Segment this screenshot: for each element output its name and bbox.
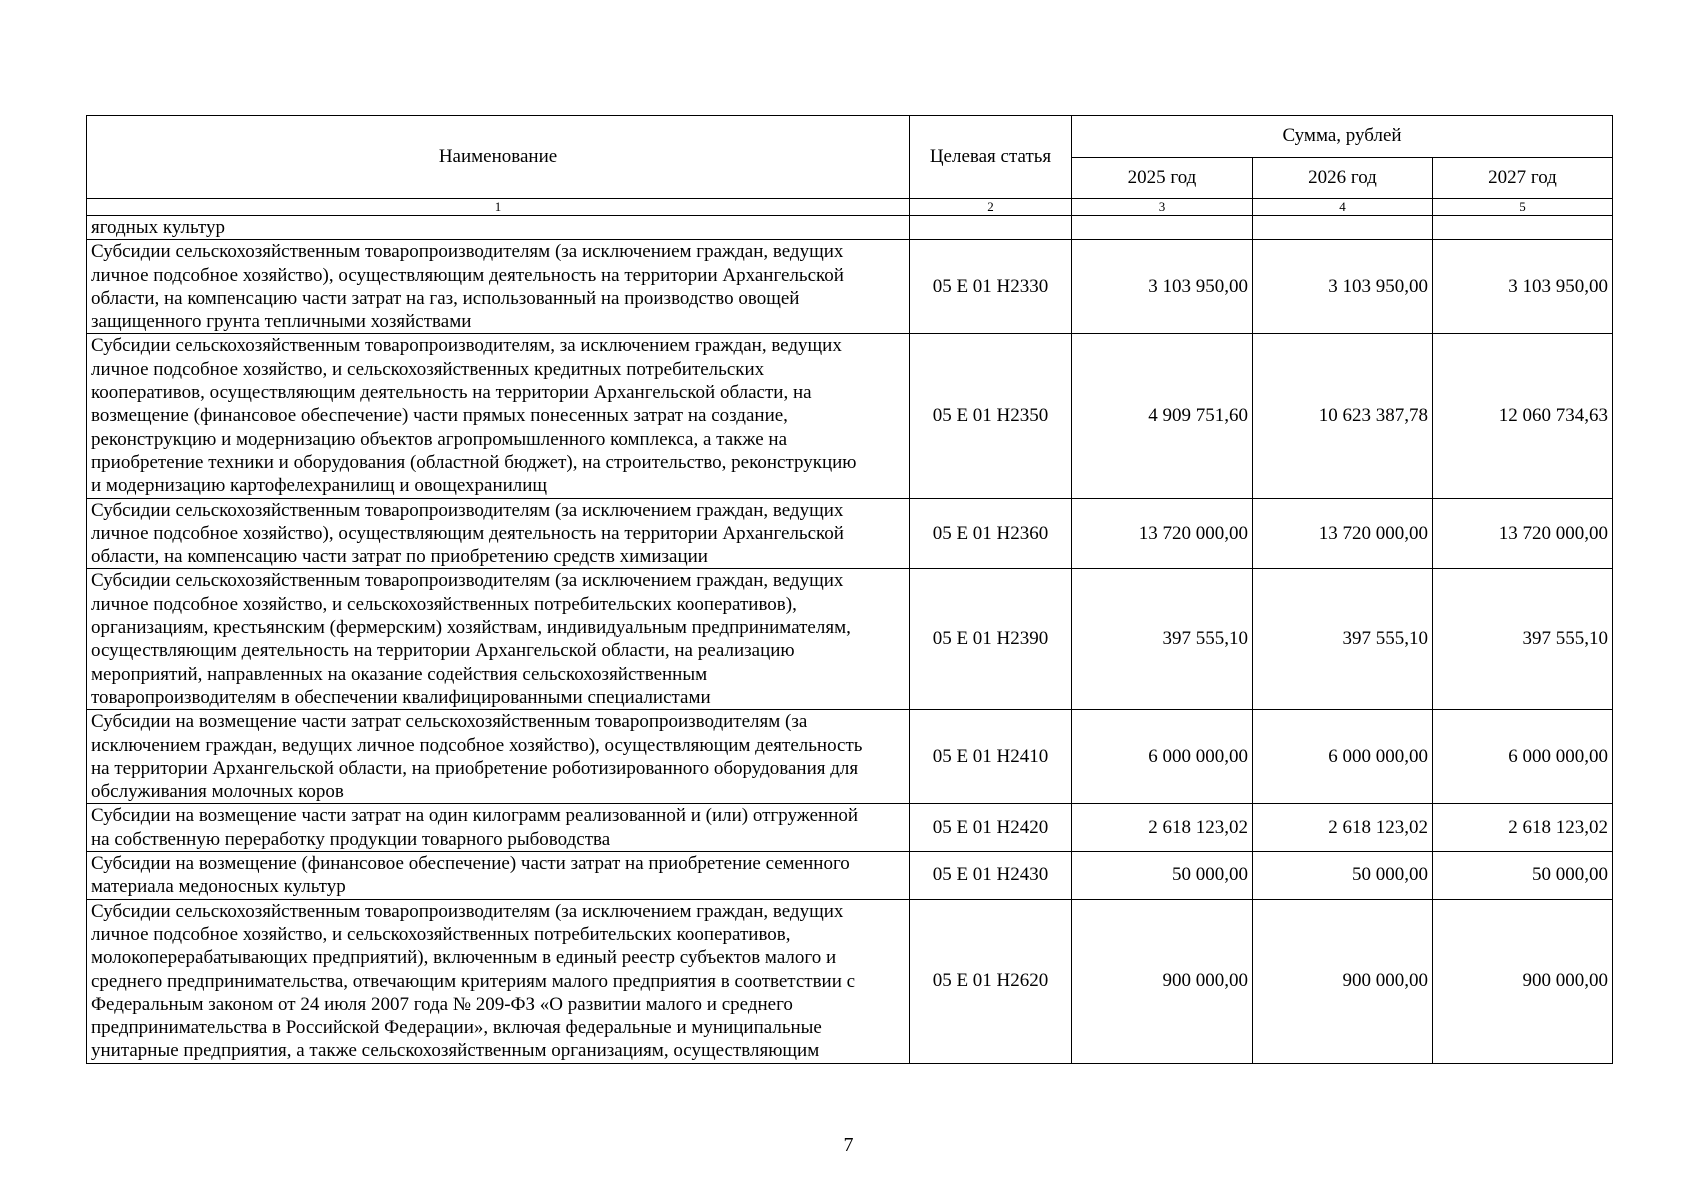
row-name-line: личное подсобное хозяйство, и сельскохозяйственных потребительских кооперативов), xyxy=(91,593,797,615)
amount-2027: 50 000,00 xyxy=(1433,852,1613,900)
amount-2025: 13 720 000,00 xyxy=(1072,498,1253,569)
amount-2025: 6 000 000,00 xyxy=(1072,710,1253,804)
amount-2027 xyxy=(1433,216,1613,240)
row-name-line: Субсидии сельскохозяйственным товаропроизводителям, за исключением граждан, ведущих xyxy=(91,335,842,357)
amount-2027: 12 060 734,63 xyxy=(1433,334,1613,498)
table-row xyxy=(87,804,1613,852)
row-name-line: Субсидии на возмещение части затрат сельскохозяйственным товаропроизводителям (за xyxy=(91,711,808,733)
row-name-line: личное подсобное хозяйство, и сельскохозяйственных потребительских кооперативов, xyxy=(91,923,791,945)
table-row xyxy=(87,216,1613,240)
row-name-line: унитарные предприятия, а также сельскохозяйственным организациям, осуществляющим xyxy=(91,1040,820,1062)
amount-2025: 397 555,10 xyxy=(1072,569,1253,710)
row-name xyxy=(87,334,910,498)
amount-2025 xyxy=(1072,216,1253,240)
row-name xyxy=(87,569,910,710)
row-name-line: области, на компенсацию части затрат на газ, использованный на производство овощей xyxy=(91,287,800,309)
row-name-line: Субсидии на возмещение (финансовое обеспечение) части затрат на приобретение семенного xyxy=(91,853,850,875)
row-name-line: товаропроизводителям в обеспечении квалифицированными специалистами xyxy=(91,686,711,708)
amount-2027: 13 720 000,00 xyxy=(1433,498,1613,569)
row-name xyxy=(87,710,910,804)
row-name-line: личное подсобное хозяйство), осуществляющим деятельность на территории Архангельской xyxy=(91,264,844,286)
row-name xyxy=(87,498,910,569)
row-name xyxy=(87,852,910,900)
header-target-article: Целевая статья xyxy=(910,116,1072,199)
table-row xyxy=(87,569,1613,710)
amount-2026: 6 000 000,00 xyxy=(1253,710,1433,804)
amount-2026: 50 000,00 xyxy=(1253,852,1433,900)
amount-2027: 2 618 123,02 xyxy=(1433,804,1613,852)
amount-2026: 900 000,00 xyxy=(1253,899,1433,1063)
header-year-2026: 2026 год xyxy=(1253,157,1433,199)
table-row xyxy=(87,899,1613,1063)
target-article: 05 Е 01 Н2350 xyxy=(910,334,1072,498)
table-row xyxy=(87,710,1613,804)
target-article: 05 Е 01 Н2420 xyxy=(910,804,1072,852)
amount-2026: 3 103 950,00 xyxy=(1253,240,1433,334)
row-name-line: предпринимательства в Российской Федерации», включая федеральные и муниципальные xyxy=(91,1017,822,1039)
target-article: 05 Е 01 Н2620 xyxy=(910,899,1072,1063)
page-number: 7 xyxy=(843,1134,854,1156)
header-sum-rubles: Сумма, рублей xyxy=(1072,116,1613,158)
table-body xyxy=(87,216,1613,1064)
column-number: 2 xyxy=(910,199,1072,216)
row-name-line: реконструкцию и модернизацию объектов агропромышленного комплекса, а также на xyxy=(91,428,788,450)
amount-2026: 13 720 000,00 xyxy=(1253,498,1433,569)
amount-2025: 900 000,00 xyxy=(1072,899,1253,1063)
row-name-line: и модернизацию картофелехранилищ и овощехранилищ xyxy=(91,475,548,497)
header-year-2025: 2025 год xyxy=(1072,157,1253,199)
table-row xyxy=(87,498,1613,569)
row-name-line: Субсидии сельскохозяйственным товаропроизводителям (за исключением граждан, ведущих xyxy=(91,241,844,263)
target-article xyxy=(910,216,1072,240)
amount-2025: 4 909 751,60 xyxy=(1072,334,1253,498)
row-name-line: Субсидии на возмещение части затрат на один килограмм реализованной и (или) отгруженной xyxy=(91,805,859,827)
row-name-line: Субсидии сельскохозяйственным товаропроизводителям (за исключением граждан, ведущих xyxy=(91,900,844,922)
row-name-line: возмещение (финансовое обеспечение) части прямых понесенных затрат на создание, xyxy=(91,405,788,427)
target-article: 05 Е 01 Н2330 xyxy=(910,240,1072,334)
amount-2027: 6 000 000,00 xyxy=(1433,710,1613,804)
amount-2026: 10 623 387,78 xyxy=(1253,334,1433,498)
row-name-line: Субсидии сельскохозяйственным товаропроизводителям (за исключением граждан, ведущих xyxy=(91,499,844,521)
column-number: 3 xyxy=(1072,199,1253,216)
amount-2025: 50 000,00 xyxy=(1072,852,1253,900)
amount-2025: 3 103 950,00 xyxy=(1072,240,1253,334)
row-name-line: на собственную переработку продукции товарного рыбоводства xyxy=(91,828,611,850)
budget-table xyxy=(86,115,1613,1064)
target-article: 05 Е 01 Н2360 xyxy=(910,498,1072,569)
target-article: 05 Е 01 Н2390 xyxy=(910,569,1072,710)
row-name-line: ягодных культур xyxy=(91,217,225,238)
column-number: 4 xyxy=(1253,199,1433,216)
row-name xyxy=(87,240,910,334)
row-name-line: среднего предпринимательства, отвечающим критериям малого предприятия в соответствии с xyxy=(91,970,856,992)
column-numbers-row xyxy=(87,199,1613,216)
row-name-line: обслуживания молочных коров xyxy=(91,781,344,803)
row-name-line: личное подсобное хозяйство), осуществляющим деятельность на территории Архангельской xyxy=(91,522,844,544)
row-name-line: защищенного грунта тепличными хозяйствами xyxy=(91,311,472,333)
row-name-line: осуществляющим деятельность на территории Архангельской области, на реализацию xyxy=(91,640,795,662)
amount-2026 xyxy=(1253,216,1433,240)
row-name-line: Федеральным законом от 24 июля 2007 года № 209-ФЗ «О развитии малого и среднего xyxy=(91,993,793,1015)
row-name-line: приобретение техники и оборудования (областной бюджет), на строительство, реконструкцию xyxy=(91,451,857,473)
row-name-line: кооперативов, осуществляющим деятельность на территории Архангельской области, на xyxy=(91,382,812,404)
row-name xyxy=(87,804,910,852)
row-name xyxy=(87,899,910,1063)
row-name-line: молокоперерабатывающих предприятий), включенным в единый реестр субъектов малого и xyxy=(91,947,837,969)
table-row xyxy=(87,852,1613,900)
row-name-line: материала медоносных культур xyxy=(91,876,346,898)
column-number: 5 xyxy=(1433,199,1613,216)
row-name-line: личное подсобное хозяйство, и сельскохозяйственных кредитных потребительских xyxy=(91,358,765,380)
target-article: 05 Е 01 Н2410 xyxy=(910,710,1072,804)
amount-2025: 2 618 123,02 xyxy=(1072,804,1253,852)
column-number: 1 xyxy=(87,199,910,216)
row-name-line: организациям, крестьянским (фермерским) хозяйствам, индивидуальным предпринимателям, xyxy=(91,617,851,639)
amount-2027: 397 555,10 xyxy=(1433,569,1613,710)
row-name-line: исключением граждан, ведущих личное подсобное хозяйство), осуществляющим деятельность xyxy=(91,734,863,756)
amount-2026: 397 555,10 xyxy=(1253,569,1433,710)
table-row xyxy=(87,334,1613,498)
table-row xyxy=(87,240,1613,334)
amount-2026: 2 618 123,02 xyxy=(1253,804,1433,852)
row-name-line: на территории Архангельской области, на приобретение роботизированного оборудования для xyxy=(91,757,859,779)
row-name-line: области, на компенсацию части затрат по приобретению средств химизации xyxy=(91,546,708,568)
amount-2027: 3 103 950,00 xyxy=(1433,240,1613,334)
amount-2027: 900 000,00 xyxy=(1433,899,1613,1063)
row-name-line: Субсидии сельскохозяйственным товаропроизводителям (за исключением граждан, ведущих xyxy=(91,570,844,592)
header-name: Наименование xyxy=(87,116,910,199)
row-name xyxy=(87,216,910,240)
header-year-2027: 2027 год xyxy=(1433,157,1613,199)
target-article: 05 Е 01 Н2430 xyxy=(910,852,1072,900)
row-name-line: мероприятий, направленных на оказание содействия сельскохозяйственным xyxy=(91,663,708,685)
